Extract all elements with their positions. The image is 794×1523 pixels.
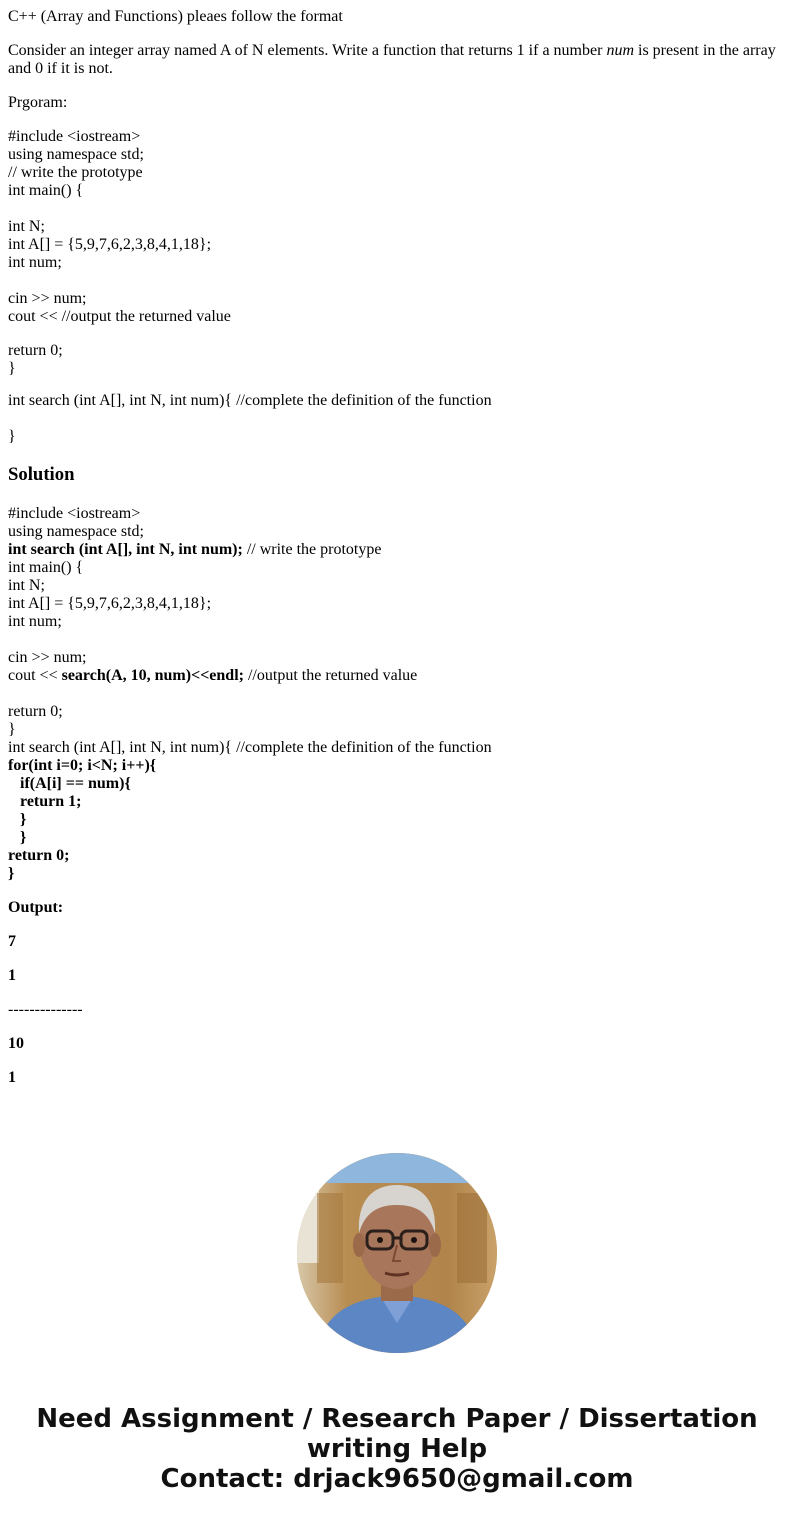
code-line: cin >> num; — [8, 290, 87, 307]
author-portrait-image — [297, 1153, 497, 1353]
code-line: int N; — [8, 218, 45, 235]
code-line: int A[] = {5,9,7,6,2,3,8,4,1,18}; — [8, 595, 212, 612]
code-line: } — [8, 360, 16, 377]
code-line: int N; — [8, 577, 45, 594]
question-prompt — [8, 42, 788, 78]
prompt-text-before: Consider an integer array named A of N elements. Write a function that returns 1 if a number — [8, 42, 607, 59]
code-line: int num; — [8, 613, 62, 630]
code-blank-line — [8, 272, 231, 290]
code-line: #include <iostream> — [8, 505, 141, 522]
function-stub-line: int search (int A[], int N, int num){ //complete the definition of the function — [8, 392, 492, 409]
solution-body-line: return 0; — [8, 847, 70, 864]
code-line: using namespace std; — [8, 523, 144, 540]
code-line: cin >> num; — [8, 649, 87, 666]
code-line: int num; — [8, 254, 62, 271]
function-stub-closing: } — [8, 428, 16, 445]
code-blank-line — [8, 631, 492, 649]
cout-prefix: cout << — [8, 667, 62, 684]
cout-line — [8, 667, 492, 685]
cout-call: search(A, 10, num)<<endl; — [61, 667, 244, 684]
footer-line: writing Help — [306, 1434, 488, 1464]
question-title: C++ (Array and Functions) pleaes follow the format — [8, 8, 343, 25]
code-line: // write the prototype — [8, 164, 143, 181]
code-line: int search (int A[], int N, int num){ //complete the definition of the function — [8, 739, 492, 756]
output-value: 1 — [8, 1069, 16, 1086]
solution-body-line: } — [8, 811, 27, 828]
output-label: Output: — [8, 899, 64, 916]
question-code-block — [8, 128, 231, 378]
code-line: int main() { — [8, 559, 84, 576]
footer-contact: Contact: drjack9650@gmail.com — [160, 1464, 634, 1494]
prototype-code: int search (int A[], int N, int num); — [8, 541, 243, 558]
code-line: int main() { — [8, 182, 84, 199]
prompt-text-after: is present in the array and 0 if it is not. — [8, 42, 776, 77]
output-value: 10 — [8, 1035, 24, 1052]
output-separator: -------------- — [8, 1001, 83, 1018]
output-value: 1 — [8, 967, 16, 984]
solution-body-line: } — [8, 865, 15, 882]
code-line: #include <iostream> — [8, 128, 141, 145]
code-blank-line — [8, 326, 231, 342]
solution-body-line: return 1; — [8, 793, 82, 810]
solution-body-line: } — [8, 829, 27, 846]
prototype-line — [8, 541, 492, 559]
solution-body-line: if(A[i] == num){ — [8, 775, 131, 792]
code-blank-line — [8, 685, 492, 703]
solution-code-block — [8, 505, 492, 883]
footer-banner — [0, 1404, 794, 1494]
code-line: int A[] = {5,9,7,6,2,3,8,4,1,18}; — [8, 236, 212, 253]
solution-heading: Solution — [8, 464, 75, 485]
code-line: } — [8, 721, 16, 738]
solution-body-line: for(int i=0; i<N; i++){ — [8, 757, 157, 774]
prototype-comment: // write the prototype — [242, 541, 382, 558]
code-line: return 0; — [8, 342, 63, 359]
footer-line: Need Assignment / Research Paper / Dissertation — [36, 1404, 758, 1434]
code-line: return 0; — [8, 703, 63, 720]
author-avatar — [297, 1153, 497, 1353]
code-blank-line — [8, 200, 231, 218]
cout-comment: //output the returned value — [243, 667, 418, 684]
code-line: using namespace std; — [8, 146, 144, 163]
code-line: cout << //output the returned value — [8, 308, 231, 325]
prompt-emphasis: num — [606, 42, 634, 59]
output-value: 7 — [8, 933, 16, 950]
program-label: Prgoram: — [8, 94, 68, 111]
